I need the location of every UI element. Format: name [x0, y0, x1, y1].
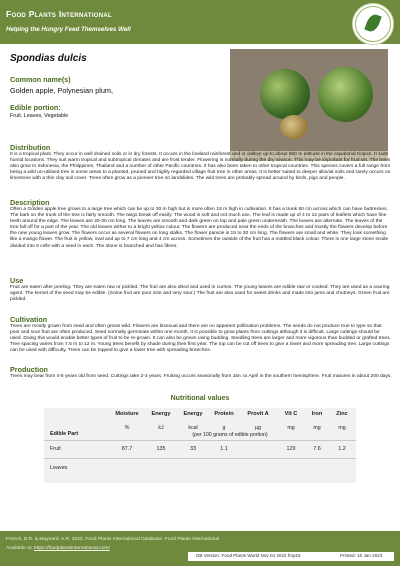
- edible-portion-heading: Edible portion:: [10, 103, 61, 112]
- cell-fruit-vit-c: 129: [286, 446, 296, 452]
- food-plants-logo-icon: [352, 3, 394, 45]
- per-100g-note: (per 100 grams of edible portion): [192, 432, 268, 438]
- distribution-heading: Distribution: [10, 143, 51, 152]
- cell-fruit-zinc: 1.2: [338, 446, 346, 452]
- edible-portion-value: Fruit, Leaves, Vegetable: [10, 113, 69, 119]
- description-text: Often a Golden apple tree grows to a large tree which can be up to 30 m high but is more often 15 m high in cultivation. It has a trunk 60 cm across which can have buttresses. The bark on the trunk of the tree is fairly smooth. The twigs break off easily. The wood is soft and not much use. The leaf is made up of 4 to 12 pairs of leaflets which have fine teeth around the edge. The leaves are 20-30 cm long. The leaves are smooth and dark green on top and pale green underneath. The leaves are alternate. The leaves of the tree fall off for a part of the year. The old leaves wither to a bright yellow colour. The flowers are produced near the ends of the branches and mostly the flowers develop before the new young leaves grow. The flowers occur as several flowers on long stalks. The flower panicle is 15 to 30 cm long. The flowers are small and white. They look something like a mango flower. The fruit is yellow, oval and up to 7 cm long and 4 cm across. Sometimes the outside of the fruit has a mottled black colour. There is one large stone inside divided into 5 cells with a seed in each. The stone is branched and has fibres.: [10, 207, 389, 249]
- col-header-moisture: Moisture: [115, 411, 139, 417]
- fruit-image-2: [318, 67, 373, 122]
- use-heading: Use: [10, 276, 24, 285]
- cell-fruit-moisture: 87.7: [121, 446, 133, 452]
- col-unit-iron: mg: [313, 425, 321, 431]
- header-banner: [0, 0, 400, 44]
- production-text: Trees may bear from 4-5 years old from seed. Cuttings take 2-3 years. Fruiting occurs seasonally from Jan. to April in the southern hemisphere. Fruit matures in about 200 days.: [10, 374, 392, 379]
- production-heading: Production: [10, 365, 48, 374]
- col-header-edible-part: Edible Part: [50, 431, 79, 437]
- footer-citation: French, B.R. & Maynard, A.R. 2022. Food Plants International Database. Food Plants International: [6, 537, 220, 542]
- col-unit-zinc: mg: [338, 425, 346, 431]
- common-names-heading: Common name(s): [10, 75, 71, 84]
- footer-availability: Available at: https://foodplantsinternational.com/: [6, 546, 110, 551]
- col-unit-moisture: %: [124, 425, 130, 431]
- cultivation-heading: Cultivation: [10, 315, 48, 324]
- footer-printed-date: Printed: 10 Jan 2023: [340, 553, 383, 558]
- row-label-fruit: Fruit: [50, 446, 61, 452]
- fruit-image-3: [280, 115, 308, 139]
- col-unit-energy-kcal: kcal: [188, 425, 198, 431]
- site-tagline: Helping the Hungry Feed Themselves Well: [6, 26, 131, 33]
- footer-version: DB Version: Food Plants World Nov 04 2022 fmp16: [196, 553, 301, 558]
- distribution-text: It is a tropical plant. They occur in well drained soils or in dry forests. It occurs in the lowland rainforest and in valleys up to about 650 m altitude in the equatorial tropics. It suits humid locations. They suit warm tropical and subtropical climates and are frost tender. Flowering is normally during the dry season. This may be important for fruit set. The trees also grow in Indonesia, the Philippines, Thailand and a number of other Pacific countries. It has also been taken to other tropical countries. This species covers a full range from being a wild un-utilised tree in some areas to a planted, pruned and highly regarded village fruit tree in other areas. It is better suited to deeper alluvial soils and rarely occurs on limestone with a thin clay soil cover. Trees often grow as a pioneer tree on landslides. The wild trees are probably spread around by birds, pigs and people.: [10, 152, 391, 182]
- col-header-protein: Protein: [214, 411, 234, 417]
- col-header-zinc: Zinc: [336, 411, 348, 417]
- cell-fruit-energy-kj: 135: [156, 446, 166, 452]
- col-unit-vit-c: mg: [287, 425, 295, 431]
- col-unit-energy-kj: kJ: [158, 425, 164, 431]
- col-header-iron: Iron: [311, 411, 323, 417]
- cultivation-text: Trees are mostly grown from seed and often grows wild. Flowers are bisexual and there are no apparent pollination problems. The seeds do not produce true to type so that poor and sour fruit are often produced. Seed normally germinate within one month. It is possible to grow plants from cuttings although it is difficult. Large cuttings should be used. Doing this would enable better types of fruit to be re-grown. It can also be grown using budding. Seedling trees are larger and more vigorous than budded or grafted trees. Tree spacing varies from 7.5 m to 12 m. Young trees benefit by shade during their first year. The top can be cut off trees to give a lower and more spreading tree. Large cuttings can be used with difficulty. Trees can be topped to give a lower tree with spreading branches.: [10, 324, 391, 354]
- use-text: Fruit are eaten after peeling. They are eaten raw or pickled. The fruit are also dried and used in curries. The young leaves are edible raw or cooked. They are used as a souring agent. The kernel of the seed may be edible. (Some fruit are poor size and very sour.) The fruit are also used for sweet drinks and made into jams and chutneys. Green fruit are pickled.: [10, 285, 390, 303]
- col-header-energy-kcal: Energy: [183, 411, 203, 417]
- cell-fruit-energy-kcal: 33: [190, 446, 196, 452]
- col-header-vit-c: Vit C: [284, 411, 298, 417]
- footer-website-link[interactable]: https://foodplantsinternational.com/: [33, 546, 110, 551]
- col-header-energy-kj: Energy: [151, 411, 171, 417]
- col-header-provit-a: Provit A: [247, 411, 269, 417]
- fruit-image-1: [260, 69, 310, 119]
- col-unit-protein: g: [222, 425, 226, 431]
- site-title: Food Plants International: [6, 9, 112, 19]
- cell-fruit-protein: 1.1: [220, 446, 228, 452]
- row-label-leaves: Leaves: [50, 465, 68, 471]
- col-unit-provit-a: µg: [255, 425, 261, 431]
- nutritional-values-heading: Nutritional values: [170, 395, 230, 402]
- cell-fruit-iron: 7.6: [313, 446, 321, 452]
- common-names-value: Golden apple, Polynesian plum,: [10, 86, 114, 95]
- species-name: Spondias dulcis: [10, 53, 87, 64]
- fruit-photo: [230, 49, 388, 161]
- description-heading: Description: [10, 198, 50, 207]
